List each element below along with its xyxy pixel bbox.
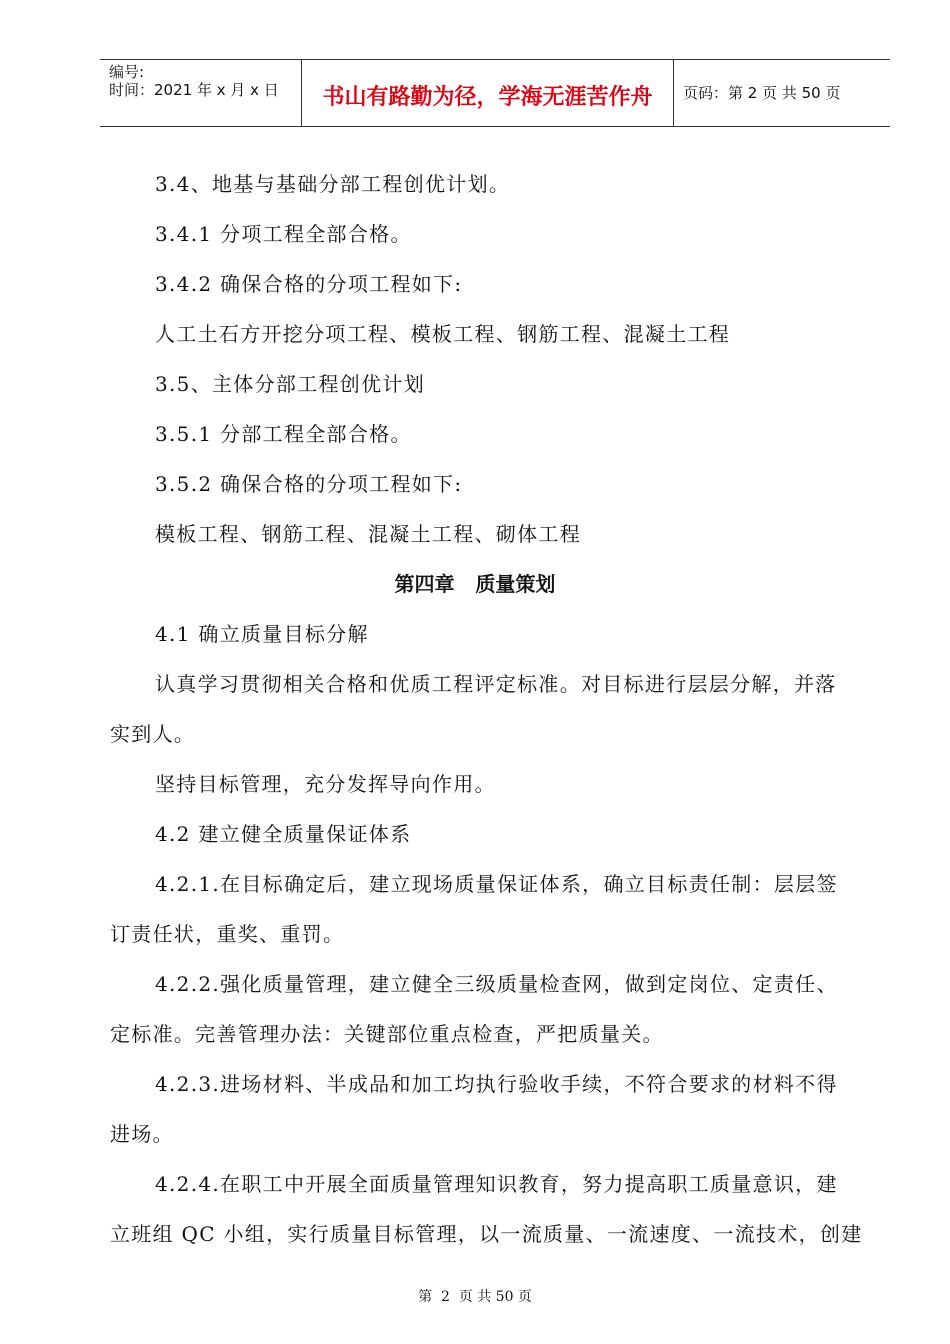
text-line-16: 4.2.2.强化质量管理，建立健全三级质量检查网，做到定岗位、定责任、: [155, 972, 838, 996]
text-line-13: 4.2 建立健全质量保证体系: [155, 822, 412, 846]
text-line-20: 4.2.4.在职工中开展全面质量管理知识教育，努力提高职工质量意识，建: [155, 1172, 838, 1196]
text-line-5: 3.5、主体分部工程创优计划: [155, 372, 426, 396]
text-line-4: 人工土石方开挖分项工程、模板工程、钢筋工程、混凝土工程: [155, 322, 731, 346]
text-line-19: 进场。: [110, 1122, 174, 1146]
text-line-3: 3.4.2 确保合格的分项工程如下:: [155, 272, 463, 296]
number-label: 编号:: [109, 63, 145, 81]
time-label: 时间：2021 年 x 月 x 日: [109, 81, 279, 99]
header-middle-cell: [301, 60, 674, 126]
text-line-2: 3.4.1 分项工程全部合格。: [155, 222, 412, 246]
text-line-6: 3.5.1 分部工程全部合格。: [155, 422, 412, 446]
header-right-cell: [674, 60, 890, 126]
text-line-15: 订责任状，重奖、重罚。: [110, 922, 345, 946]
header-left-cell: [100, 60, 301, 126]
text-line-14: 4.2.1.在目标确定后，建立现场质量保证体系，确立目标责任制：层层签: [155, 872, 838, 896]
text-line-18: 4.2.3.进场材料、半成品和加工均执行验收手续，不符合要求的材料不得: [155, 1072, 838, 1096]
chapter-title: 第四章 质量策划: [394, 572, 556, 596]
text-line-17: 定标准。完善管理办法：关键部位重点检查，严把质量关。: [110, 1022, 664, 1046]
header-motto: 书山有路勤为径，学海无涯苦作舟: [322, 85, 653, 110]
text-line-21: 立班组 QC 小组，实行质量目标管理，以一流质量、一流速度、一流技术，创建: [110, 1222, 863, 1246]
page-footer: 第 2 页 共 50 页: [418, 1289, 532, 1305]
text-line-1: 3.4、地基与基础分部工程创优计划。: [155, 172, 511, 196]
page-label: 页码：第 2 页 共 50 页: [683, 84, 841, 102]
text-line-12: 坚持目标管理，充分发挥导向作用。: [155, 772, 496, 796]
text-line-9: 4.1 确立质量目标分解: [155, 622, 369, 646]
text-line-7: 3.5.2 确保合格的分项工程如下:: [155, 472, 463, 496]
text-line-8: 模板工程、钢筋工程、混凝土工程、砌体工程: [155, 522, 581, 546]
page-header: [100, 59, 890, 127]
text-line-10: 认真学习贯彻相关合格和优质工程评定标准。对目标进行层层分解，并落: [155, 672, 837, 696]
text-line-11: 实到人。: [110, 722, 196, 746]
